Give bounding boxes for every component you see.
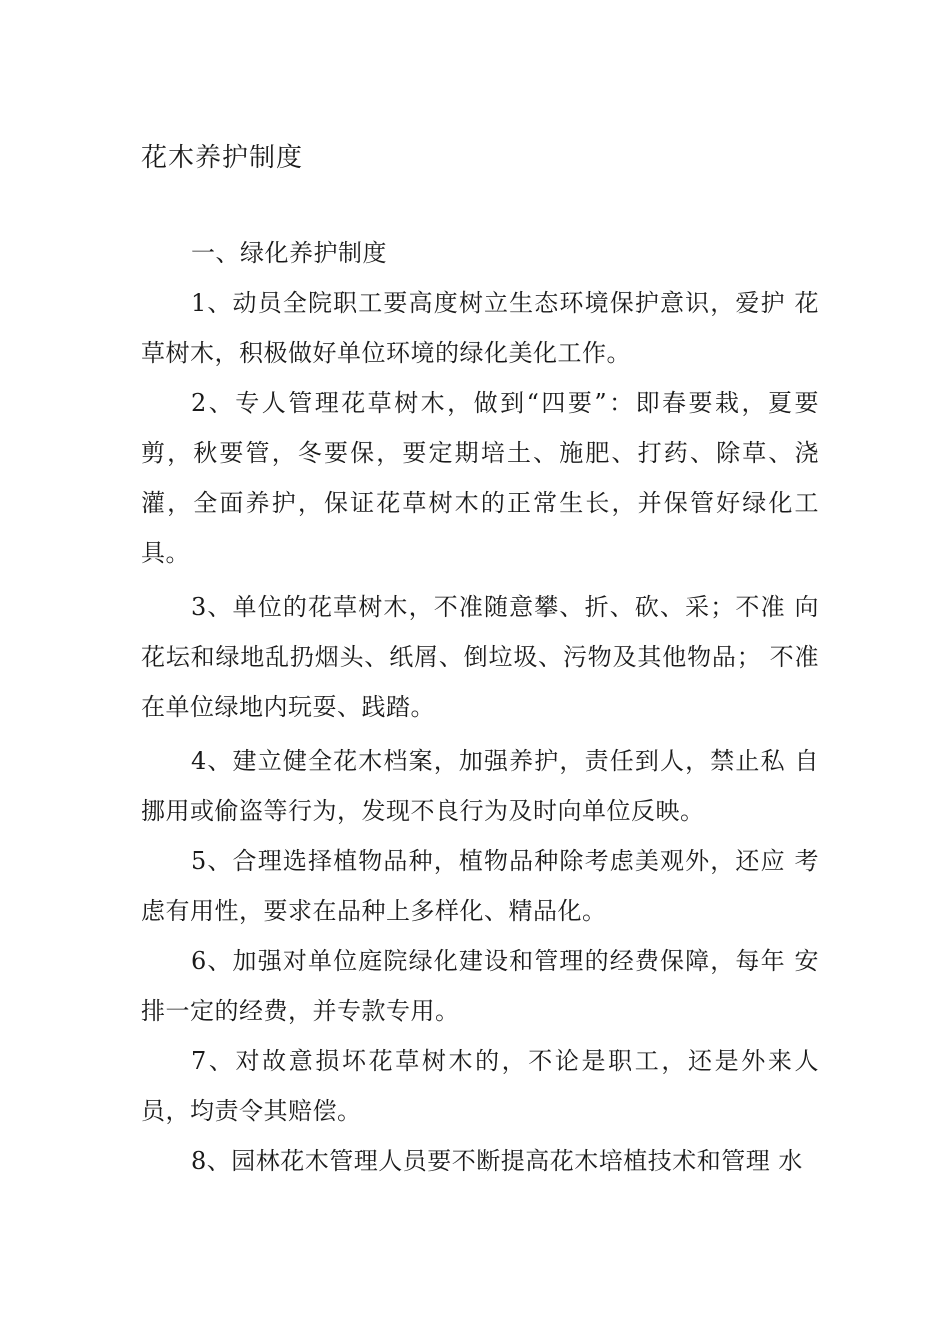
paragraph-7: 7、对故意损坏花草树木的，不论是职工，还是外来人员，均责令其赔偿。 xyxy=(141,1047,819,1125)
section-heading: 一、绿化养护制度 xyxy=(191,239,387,267)
paragraph-6: 6、加强对单位庭院绿化建设和管理的经费保障，每年 安排一定的经费，并专款专用。 xyxy=(141,947,819,1025)
paragraph-3: 3、单位的花草树木，不准随意攀、折、砍、采；不准 向花坛和绿地乱扔烟头、纸屑、倒垃圾、污物及其他物品； 不准在单位绿地内玩耍、践踏。 xyxy=(141,593,819,721)
paragraph-2: 2、专人管理花草树木，做到“四要”：即春要栽，夏要剪，秋要管，冬要保，要定期培土、施肥、打药、除草、浇灌，全面养护，保证花草树木的正常生长，并保管好绿化工具。 xyxy=(141,389,819,567)
paragraph-1: 1、动员全院职工要高度树立生态环境保护意识，爱护 花草树木，积极做好单位环境的绿化美化工作。 xyxy=(141,289,819,367)
paragraph-8: 8、园林花木管理人员要不断提高花木培植技术和管理 水 xyxy=(191,1147,803,1175)
paragraph-5: 5、合理选择植物品种，植物品种除考虑美观外，还应 考虑有用性，要求在品种上多样化、精品化。 xyxy=(141,847,819,925)
document-body xyxy=(141,228,819,1186)
paragraph-4: 4、建立健全花木档案，加强养护，责任到人，禁止私 自挪用或偷盗等行为，发现不良行为及时向单位反映。 xyxy=(141,747,819,825)
document-title: 花木养护制度 xyxy=(141,143,304,173)
